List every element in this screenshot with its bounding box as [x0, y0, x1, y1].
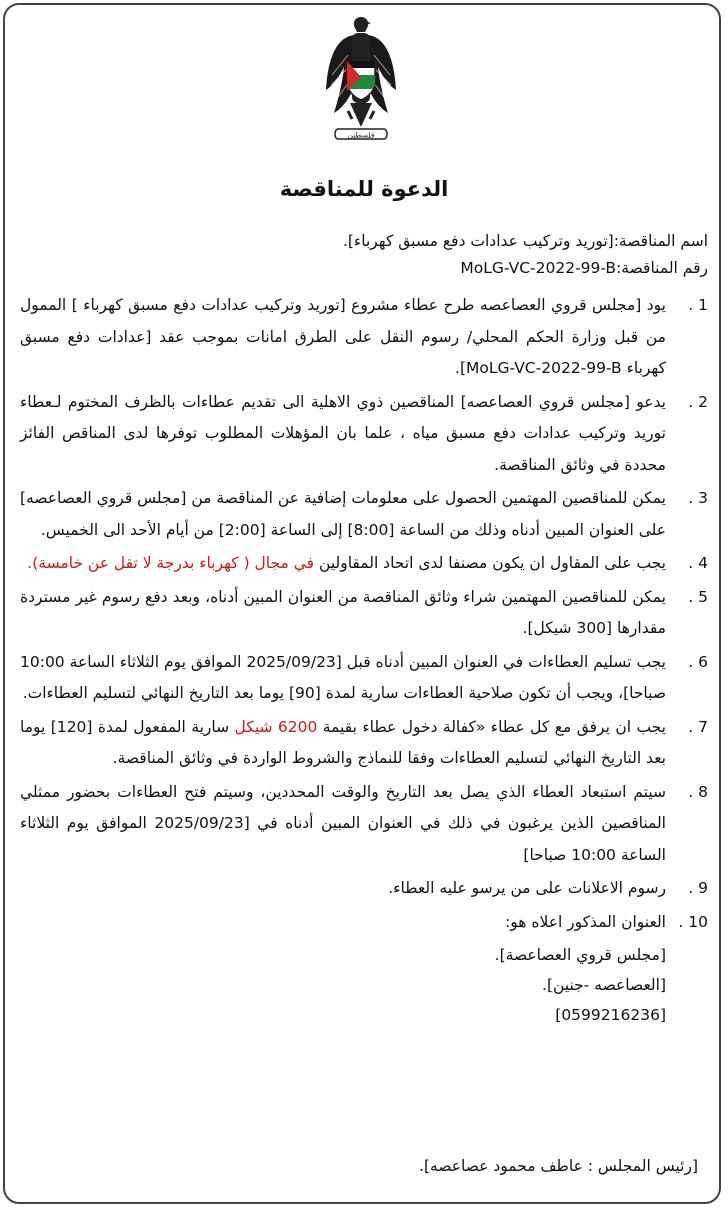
clause-number: 4 . [688, 554, 708, 572]
clause-number: 7 . [688, 717, 708, 736]
clause-text: يدعو [مجلس قروي العصاعصه] المناقصين ذوي الاهلية الى تقديم عطاءات بالظرف المختوم لـعطاء توريد وتركيب عدادات دفع مسبق مياه ، علما بان المؤهلات المطلوب توفرها لدى المناقص الفائز محددة في وثائق المناقصة. [20, 392, 666, 474]
clause-number: 6 . [688, 652, 708, 671]
clause-highlight: في مجال ( كهرباء بدرجة لا تقل عن خامسة). [27, 554, 315, 572]
tender-clauses [20, 290, 708, 938]
clause-number: 10 . [678, 912, 708, 931]
address-block [20, 940, 708, 1030]
clause-text: يود [مجلس قروي العصاعصه طرح عطاء مشروع [توريد وتركيب عدادات دفع مسبق كهرباء ] الممول من قبل وزارة الحكم المحلي/ رسوم النقل على الطرق امانات بموجب عقد [عدادات دفع مسبق كهرباء MoLG-VC-2022-99-B]. [20, 296, 666, 377]
clause-number: 8 . [688, 782, 708, 801]
clause-text: يجب تسليم العطاءات في العنوان المبين أدناه قبل [2025/09/23 الموافق يوم الثلاثاء الساعة 10:00 صباحا]، ويجب أن تكون صلاحية العطاءات سارية لمدة [90] يوما بعد التاريخ النهائي لتسليم العطاءات. [20, 652, 666, 702]
tender-name-value: [توريد وتركيب عدادات دفع مسبق كهرباء]. [342, 232, 614, 250]
clause-text: يمكن للمناقصين المهتمين شراء وثائق المناقصة من العنوان المبين أدناه، وبعد دفع رسوم غير مستردة مقدارها [300 شيكل]. [20, 587, 666, 637]
address-line: [مجلس قروي العصاعصة]. [494, 946, 666, 964]
clause-number: 3 . [688, 489, 708, 507]
page-title: الدعوة للمناقصة [279, 177, 449, 201]
notice-body [20, 228, 708, 1030]
address-phone: [0599216236] [555, 1006, 666, 1024]
tender-number-label: رقم المناقصة: [616, 259, 708, 277]
clause-text: سيتم استبعاد العطاء الذي يصل بعد التاريخ والوقت المحددين، وسيتم فتح العطاءات بحضور ممثلي المناقصين الذين يرغبون في ذلك في العنوان المبين أدناه في [2025/09/23 الموافق يوم الثلاثاء الساعة 10:00 صباحا] [20, 782, 666, 864]
list-item [20, 873, 708, 905]
palestinian-eagle-emblem-icon [318, 15, 404, 150]
tender-name-line [20, 228, 708, 255]
signature: [رئيس المجلس : عاطف محمود عصاعصه]. [419, 1157, 698, 1175]
list-item [20, 777, 708, 872]
list-item [20, 712, 708, 775]
clause-number: 1 . [688, 296, 708, 314]
list-item [20, 647, 708, 710]
list-item [20, 483, 708, 546]
clause-text: العنوان المذكور اعلاه هو: [505, 912, 666, 931]
tender-meta [20, 228, 708, 282]
clause-number: 5 . [688, 587, 708, 606]
emblem-caption: فلسطين [347, 130, 375, 140]
tender-name-label: اسم المناقصة: [613, 232, 708, 250]
tender-number-line [20, 255, 708, 282]
list-item [20, 387, 708, 482]
clause-text: يجب ان يرفق مع كل عطاء «كفالة دخول عطاء بقيمة [317, 717, 666, 736]
list-item [20, 582, 708, 645]
clause-text: رسوم الاعلانات على من يرسو عليه العطاء. [388, 879, 666, 897]
clause-text: يجب على المقاول ان يكون مصنفا لدى اتحاد المقاولين [314, 554, 666, 572]
list-item [20, 548, 708, 580]
address-line: [العصاعصه -جنين]. [542, 976, 666, 994]
clause-text: يمكن للمناقصين المهتمين الحصول على معلومات إضافية عن المناقصة من [مجلس قروي العصاعصه] على العنوان المبين أدناه وذلك من الساعة [8:00] إلى الساعة [2:00] من أيام الأحد الى الخميس. [20, 489, 666, 539]
list-item [20, 290, 708, 385]
clause-number: 2 . [688, 392, 708, 411]
clause-number: 9 . [688, 879, 708, 897]
tender-number-value: MoLG-VC-2022-99-B [460, 259, 617, 277]
list-item [20, 907, 708, 939]
clause-highlight: 6200 شيكل [234, 717, 318, 736]
clause-text-cont: سارية المفعول لمدة [120] يوما بعد التاريخ النهائي لتسليم العطاءات وفقا للنماذج والشروط الواردة في وثائق المناقصة. [20, 717, 666, 767]
